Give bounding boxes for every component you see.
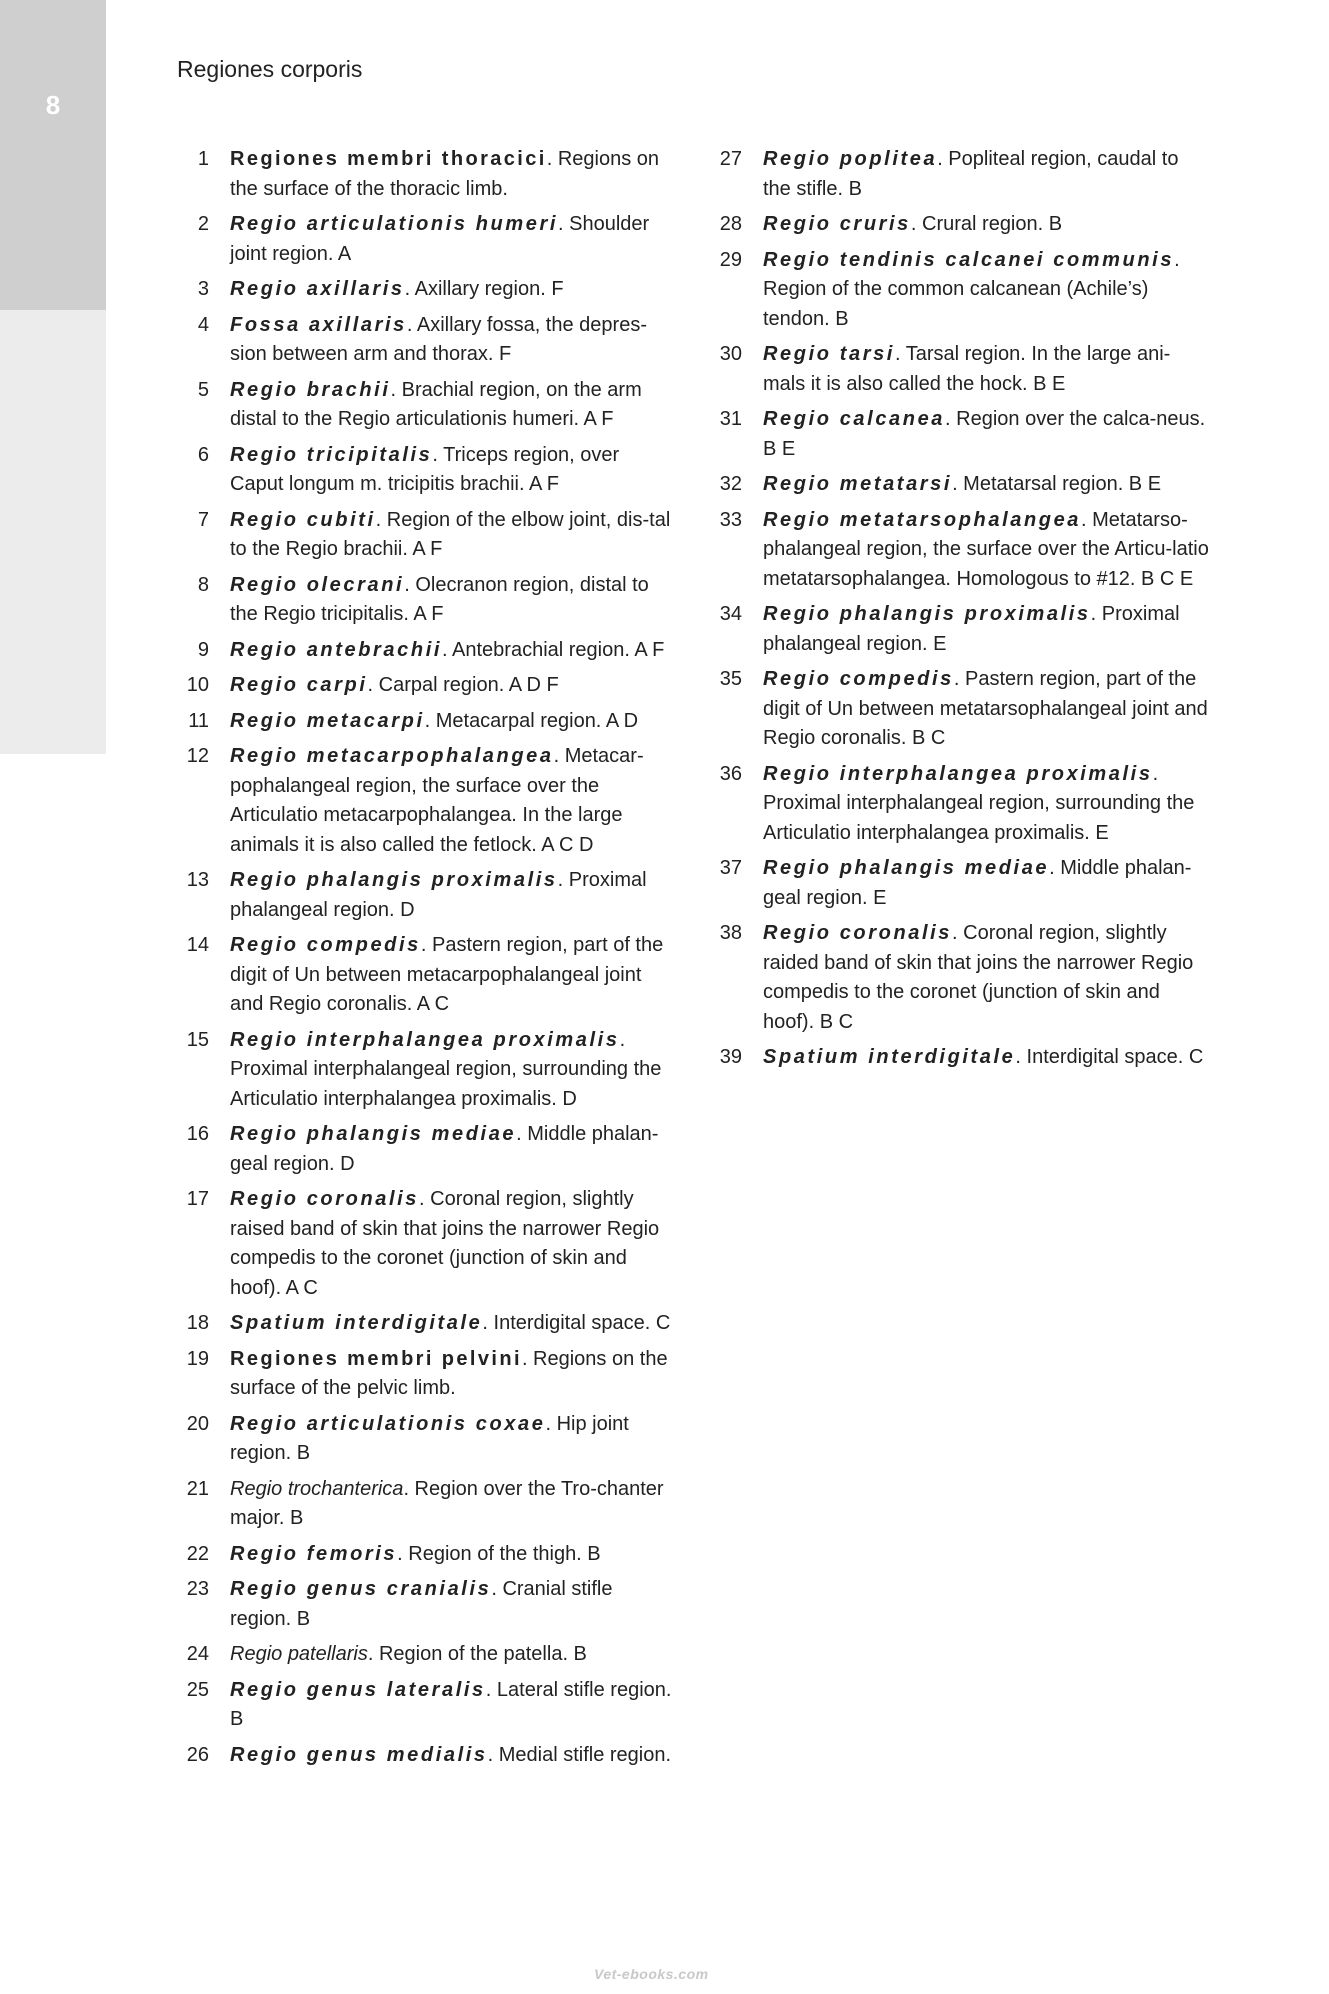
glossary-entry <box>177 742 677 860</box>
entry-description: . Popliteal region, caudal to the stifle. B <box>763 148 1179 200</box>
entry-description: . Shoulder joint region. A <box>230 213 650 265</box>
entry-term: Fossa axillaris <box>230 313 407 336</box>
entry-number: 6 <box>197 443 209 466</box>
glossary-entry <box>710 854 1210 913</box>
glossary-entry <box>177 376 677 435</box>
entry-number: 25 <box>186 1678 209 1701</box>
glossary-entry <box>710 1043 1210 1073</box>
entry-term: Regio compedis <box>763 668 954 690</box>
glossary-entry <box>177 1309 677 1339</box>
entry-description: . Proximal interphalangeal region, surrounding the Articulatio interphalangea proximalis. E <box>763 762 1195 844</box>
entry-number: 33 <box>719 508 742 531</box>
entry-number: 23 <box>186 1578 209 1600</box>
entry-term: Regio axillaris <box>230 278 405 300</box>
running-head: Regiones corporis <box>177 56 363 82</box>
chapter-tab-strip <box>0 310 106 754</box>
entry-description: . Region of the elbow joint, dis-tal to the Regio brachii. A F <box>230 508 671 560</box>
page-number: 8 <box>45 90 61 120</box>
entry-term: Regio carpi <box>230 674 368 696</box>
glossary-entry <box>177 866 677 925</box>
entry-number: 37 <box>719 857 742 879</box>
entry-number: 28 <box>719 213 742 235</box>
glossary-entry <box>177 210 677 269</box>
entry-term: Regio cubiti <box>230 508 376 531</box>
entry-description: . Region of the patella. B <box>367 1643 587 1665</box>
glossary-entry <box>177 275 677 305</box>
glossary-entry <box>177 1475 677 1534</box>
entry-description: . Pastern region, part of the digit of Un between metacarpophalangeal joint and Regio coronalis. A C <box>230 934 664 1015</box>
entry-description: . Metacar-pophalangeal region, the surface over the Articulatio metacarpophalangea. In the large animals it is also called the fetlock. A C D <box>230 745 644 856</box>
entry-number: 4 <box>197 313 209 336</box>
glossary-entry <box>177 506 677 565</box>
entry-term: Regio cruris <box>763 213 911 235</box>
left-column <box>177 145 677 1776</box>
glossary-entry <box>177 931 677 1020</box>
entry-description: . Coronal region, slightly raised band of skin that joins the narrower Regio compedis to the coronet (junction of skin and hoof). A C <box>230 1188 660 1299</box>
entry-description: . Metatarsal region. B E <box>952 473 1162 495</box>
entry-description: . Brachial region, on the arm distal to the Regio articulationis humeri. A F <box>230 378 642 430</box>
entry-term: Regio genus cranialis <box>230 1578 492 1600</box>
chapter-tab <box>0 0 106 310</box>
entry-description: . Olecranon region, distal to the Regio tricipitalis. A F <box>230 573 649 625</box>
entry-description: . Axillary region. F <box>404 278 564 300</box>
entry-description: . Interdigital space. C <box>482 1312 671 1334</box>
entry-term: Regio metacarpi <box>230 709 425 732</box>
entry-number: 10 <box>186 674 209 696</box>
entry-description: . Interdigital space. C <box>1015 1046 1204 1068</box>
entry-term: Regio antebrachii <box>230 638 443 661</box>
glossary-entry <box>710 246 1210 335</box>
glossary-entry <box>710 470 1210 500</box>
glossary-entry <box>177 1120 677 1179</box>
entry-term: Regio metatarsophalangea <box>763 508 1082 531</box>
glossary-entry <box>177 636 677 666</box>
entry-number: 9 <box>197 638 209 661</box>
entry-number: 39 <box>719 1046 742 1068</box>
entry-number: 19 <box>186 1347 209 1370</box>
entry-term: Regio calcanea <box>763 408 946 430</box>
entry-description: . Region over the Tro-chanter major. B <box>230 1477 664 1529</box>
glossary-entry <box>177 1540 677 1570</box>
entry-number: 16 <box>186 1123 209 1145</box>
entry-term: Regio coronalis <box>230 1188 420 1210</box>
entry-number: 11 <box>188 709 209 732</box>
entry-number: 7 <box>197 508 209 531</box>
glossary-entry <box>710 919 1210 1037</box>
entry-description: . Proximal interphalangeal region, surrounding the Articulatio interphalangea proximalis. D <box>230 1028 662 1110</box>
entry-description: . Coronal region, slightly raided band of skin that joins the narrower Regio compedis to the coronet (junction of skin and hoof). B C <box>763 922 1194 1033</box>
glossary-entry <box>710 665 1210 754</box>
entry-description: . Axillary fossa, the depres-sion between arm and thorax. F <box>230 313 647 365</box>
glossary-entry <box>710 210 1210 240</box>
entry-term: Regio femoris <box>230 1542 398 1565</box>
glossary-entry <box>710 506 1210 595</box>
entry-number: 38 <box>719 922 742 944</box>
glossary-entry <box>177 571 677 630</box>
glossary-entry <box>177 1026 677 1115</box>
right-column <box>710 145 1210 1079</box>
entry-number: 29 <box>719 248 742 271</box>
entry-term: Regio trochanterica <box>230 1477 404 1500</box>
entry-description: . Crural region. B <box>910 213 1063 235</box>
entry-number: 12 <box>186 745 209 767</box>
entry-term: Regio metatarsi <box>763 473 953 495</box>
entry-number: 20 <box>186 1412 209 1435</box>
glossary-entry <box>710 340 1210 399</box>
entry-description: . Proximal phalangeal region. D <box>230 869 647 921</box>
entry-number: 8 <box>197 573 209 596</box>
entry-description: . Metacarpal region. A D <box>424 709 639 732</box>
entry-number: 15 <box>186 1028 209 1051</box>
entry-description: . Lateral stifle region. B <box>230 1678 672 1730</box>
entry-term: Regio tarsi <box>763 343 895 365</box>
entry-description: . Carpal region. A D F <box>367 674 559 696</box>
entry-term: Regio phalangis mediae <box>763 857 1050 879</box>
entry-description: . Regions on the surface of the pelvic limb. <box>230 1347 668 1399</box>
glossary-entry <box>177 1640 677 1670</box>
entry-term: Regio interphalangea proximalis <box>230 1028 620 1051</box>
entry-term: Regio compedis <box>230 934 421 956</box>
entry-description: . Region of the thigh. B <box>397 1542 601 1565</box>
glossary-entry <box>177 1741 677 1771</box>
entry-number: 1 <box>197 148 209 170</box>
glossary-entry <box>710 145 1210 204</box>
entry-term: Regio genus lateralis <box>230 1678 486 1701</box>
glossary-entry <box>710 600 1210 659</box>
entry-term: Regio tendinis calcanei communis <box>763 248 1175 271</box>
entry-description: . Middle phalan-geal region. E <box>763 857 1192 909</box>
entry-number: 3 <box>197 278 209 300</box>
watermark-logo: Vet-ebooks.com <box>594 1966 709 1982</box>
entry-term: Spatium interdigitale <box>230 1312 483 1334</box>
entry-term: Regio brachii <box>230 378 391 401</box>
entry-term: Regio interphalangea proximalis <box>763 762 1153 785</box>
entry-description: . Proximal phalangeal region. E <box>763 603 1180 655</box>
entry-term: Regio metacarpophalangea <box>230 745 554 767</box>
entry-term: Regio olecrani <box>230 573 405 596</box>
entry-number: 22 <box>186 1542 209 1565</box>
entry-term: Regio coronalis <box>763 922 953 944</box>
entry-number: 24 <box>186 1643 209 1665</box>
entry-term: Regio articulationis coxae <box>230 1412 546 1435</box>
glossary-entry <box>710 760 1210 849</box>
entry-term: Regio patellaris <box>230 1643 368 1665</box>
entry-term: Regio phalangis mediae <box>230 1123 517 1145</box>
entry-number: 14 <box>186 934 209 956</box>
glossary-entry <box>177 1410 677 1469</box>
glossary-entry <box>177 1676 677 1735</box>
glossary-entry <box>177 441 677 500</box>
entry-number: 36 <box>719 762 742 785</box>
entry-description: . Triceps region, over Caput longum m. tricipitis brachii. A F <box>230 443 620 495</box>
entry-description: . Regions on the surface of the thoracic limb. <box>230 148 660 200</box>
entry-description: . Medial stifle region. <box>487 1743 672 1766</box>
entry-description: . Region over the calca-neus. B E <box>763 408 1206 460</box>
entry-description: . Metatarso-phalangeal region, the surface over the Articu-latio metatarsophalangea. Homologous to #12. B C E <box>763 508 1209 590</box>
entry-description: . Tarsal region. In the large ani-mals it is also called the hock. B E <box>763 343 1171 395</box>
glossary-entry <box>177 311 677 370</box>
entry-term: Regio phalangis proximalis <box>763 603 1091 625</box>
entry-number: 21 <box>186 1477 209 1500</box>
entry-description: . Pastern region, part of the digit of Un between metatarsophalangeal joint and Regio coronalis. B C <box>763 668 1208 749</box>
entry-term: Regio articulationis humeri <box>230 213 559 235</box>
entry-number: 34 <box>719 603 742 625</box>
entry-number: 27 <box>719 148 742 170</box>
entry-number: 26 <box>186 1743 209 1766</box>
glossary-entry <box>177 671 677 701</box>
entry-number: 30 <box>719 343 742 365</box>
entry-number: 35 <box>719 668 742 690</box>
entry-term: Regio tricipitalis <box>230 443 433 466</box>
entry-number: 31 <box>719 408 742 430</box>
entry-description: . Region of the common calcanean (Achile’s) tendon. B <box>763 248 1180 330</box>
entry-description: . Hip joint region. B <box>230 1412 629 1464</box>
entry-term: Regiones membri pelvini <box>230 1347 522 1370</box>
entry-term: Regio poplitea <box>763 148 938 170</box>
glossary-entry <box>177 1575 677 1634</box>
entry-number: 2 <box>197 213 209 235</box>
entry-term: Regio phalangis proximalis <box>230 869 558 891</box>
entry-number: 13 <box>186 869 209 891</box>
entry-description: . Antebrachial region. A F <box>442 638 665 661</box>
entry-number: 18 <box>186 1312 209 1334</box>
glossary-entry <box>177 1345 677 1404</box>
glossary-entry <box>177 707 677 737</box>
entry-number: 32 <box>719 473 742 495</box>
glossary-entry <box>710 405 1210 464</box>
entry-description: . Middle phalan-geal region. D <box>230 1123 659 1175</box>
entry-number: 17 <box>186 1188 209 1210</box>
entry-description: . Cranial stifle region. B <box>230 1578 613 1630</box>
entry-term: Regio genus medialis <box>230 1743 488 1766</box>
entry-term: Regiones membri thoracici <box>230 148 547 170</box>
entry-term: Spatium interdigitale <box>763 1046 1016 1068</box>
glossary-entry <box>177 1185 677 1303</box>
glossary-entry <box>177 145 677 204</box>
entry-number: 5 <box>197 378 209 401</box>
